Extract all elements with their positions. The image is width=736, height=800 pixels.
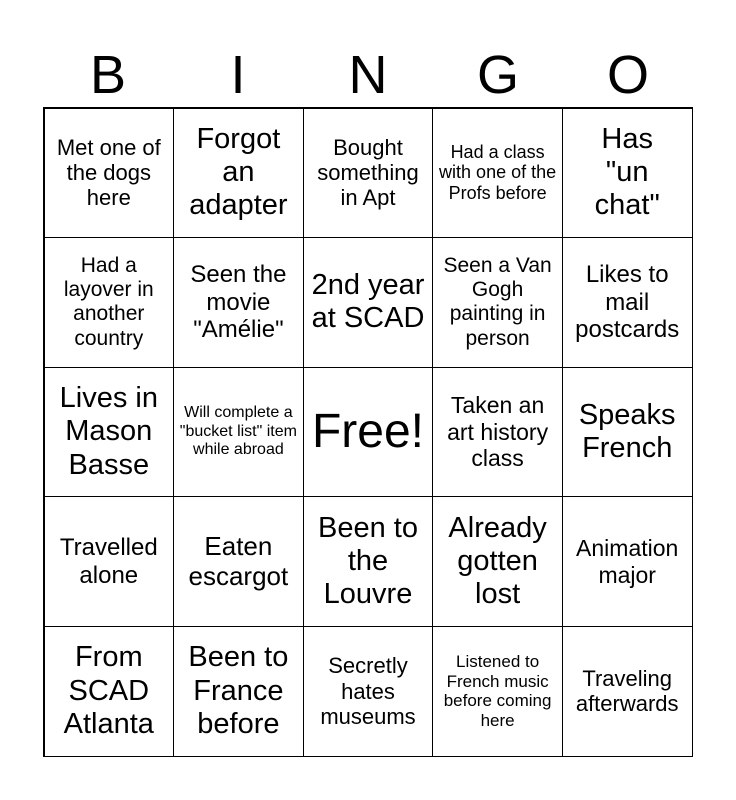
bingo-cell-r5c2[interactable] (173, 626, 304, 757)
bingo-cell-r2c1[interactable] (44, 237, 175, 368)
bingo-cell-r5c1[interactable] (44, 626, 175, 757)
bingo-cell-r4c3[interactable] (303, 496, 434, 627)
bingo-cell-r1c5[interactable] (562, 108, 693, 239)
cell-text: Forgot an adapter (189, 122, 288, 222)
bingo-header (43, 44, 693, 106)
header-letter-g: G (476, 45, 519, 105)
cell-text: Had a layover in another country (63, 254, 154, 350)
header-letter-n: N (348, 45, 388, 105)
header-letter-o: O (606, 45, 649, 105)
bingo-cell-r5c3[interactable] (303, 626, 434, 757)
bingo-cell-r4c2[interactable] (173, 496, 304, 627)
bingo-cell-r2c3[interactable] (303, 237, 434, 368)
cell-text: Has "un chat" (594, 122, 660, 222)
free-space-text: Free! (311, 405, 424, 459)
cell-text: Traveling afterwards (575, 665, 679, 717)
bingo-cell-r1c3[interactable] (303, 108, 434, 239)
header-letter-i: I (230, 45, 246, 105)
cell-text: Likes to mail postcards (575, 261, 680, 344)
bingo-cell-r1c4[interactable] (432, 108, 563, 239)
cell-text: Eaten escargot (188, 530, 289, 591)
bingo-cell-r2c2[interactable] (173, 237, 304, 368)
cell-text: Taken an art history class (447, 392, 549, 472)
bingo-cell-r4c5[interactable] (562, 496, 693, 627)
bingo-cell-r5c5[interactable] (562, 626, 693, 757)
cell-text: Already gotten lost (448, 511, 547, 611)
bingo-cell-r2c5[interactable] (562, 237, 693, 368)
cell-text: Animation major (576, 535, 679, 588)
bingo-cell-r2c4[interactable] (432, 237, 563, 368)
bingo-board (43, 107, 693, 757)
cell-text: Speaks French (578, 398, 676, 464)
bingo-cell-r1c1[interactable] (44, 108, 175, 239)
bingo-cell-r3c1[interactable] (44, 367, 175, 498)
cell-text: Seen a Van Gogh painting in person (443, 254, 552, 350)
bingo-cell-r3c2[interactable] (173, 367, 304, 498)
cell-text: Travelled alone (59, 534, 158, 589)
bingo-cell-free[interactable] (303, 367, 434, 498)
cell-text: Listened to French music before coming here (443, 652, 552, 730)
cell-text: Secretly hates museums (320, 653, 416, 729)
cell-text: Met one of the dogs here (56, 134, 161, 211)
cell-text: Been to the Louvre (318, 511, 418, 611)
cell-text: Lives in Mason Basse (59, 381, 158, 481)
header-letter-b: B (89, 45, 127, 105)
bingo-cell-r5c4[interactable] (432, 626, 563, 757)
cell-text: Had a class with one of the Profs before (439, 141, 557, 204)
bingo-cell-r4c1[interactable] (44, 496, 175, 627)
bingo-cell-r1c2[interactable] (173, 108, 304, 239)
cell-text: Seen the movie "Amélie" (190, 261, 287, 344)
cell-text: Been to France before (188, 641, 289, 740)
cell-text: Will complete a "bucket list" item while abroad (179, 404, 297, 459)
cell-text: From SCAD Atlanta (63, 641, 154, 740)
bingo-cell-r3c5[interactable] (562, 367, 693, 498)
cell-text: Bought something in Apt (317, 134, 419, 211)
cell-text: 2nd year at SCAD (311, 269, 425, 335)
bingo-cell-r3c4[interactable] (432, 367, 563, 498)
bingo-cell-r4c4[interactable] (432, 496, 563, 627)
